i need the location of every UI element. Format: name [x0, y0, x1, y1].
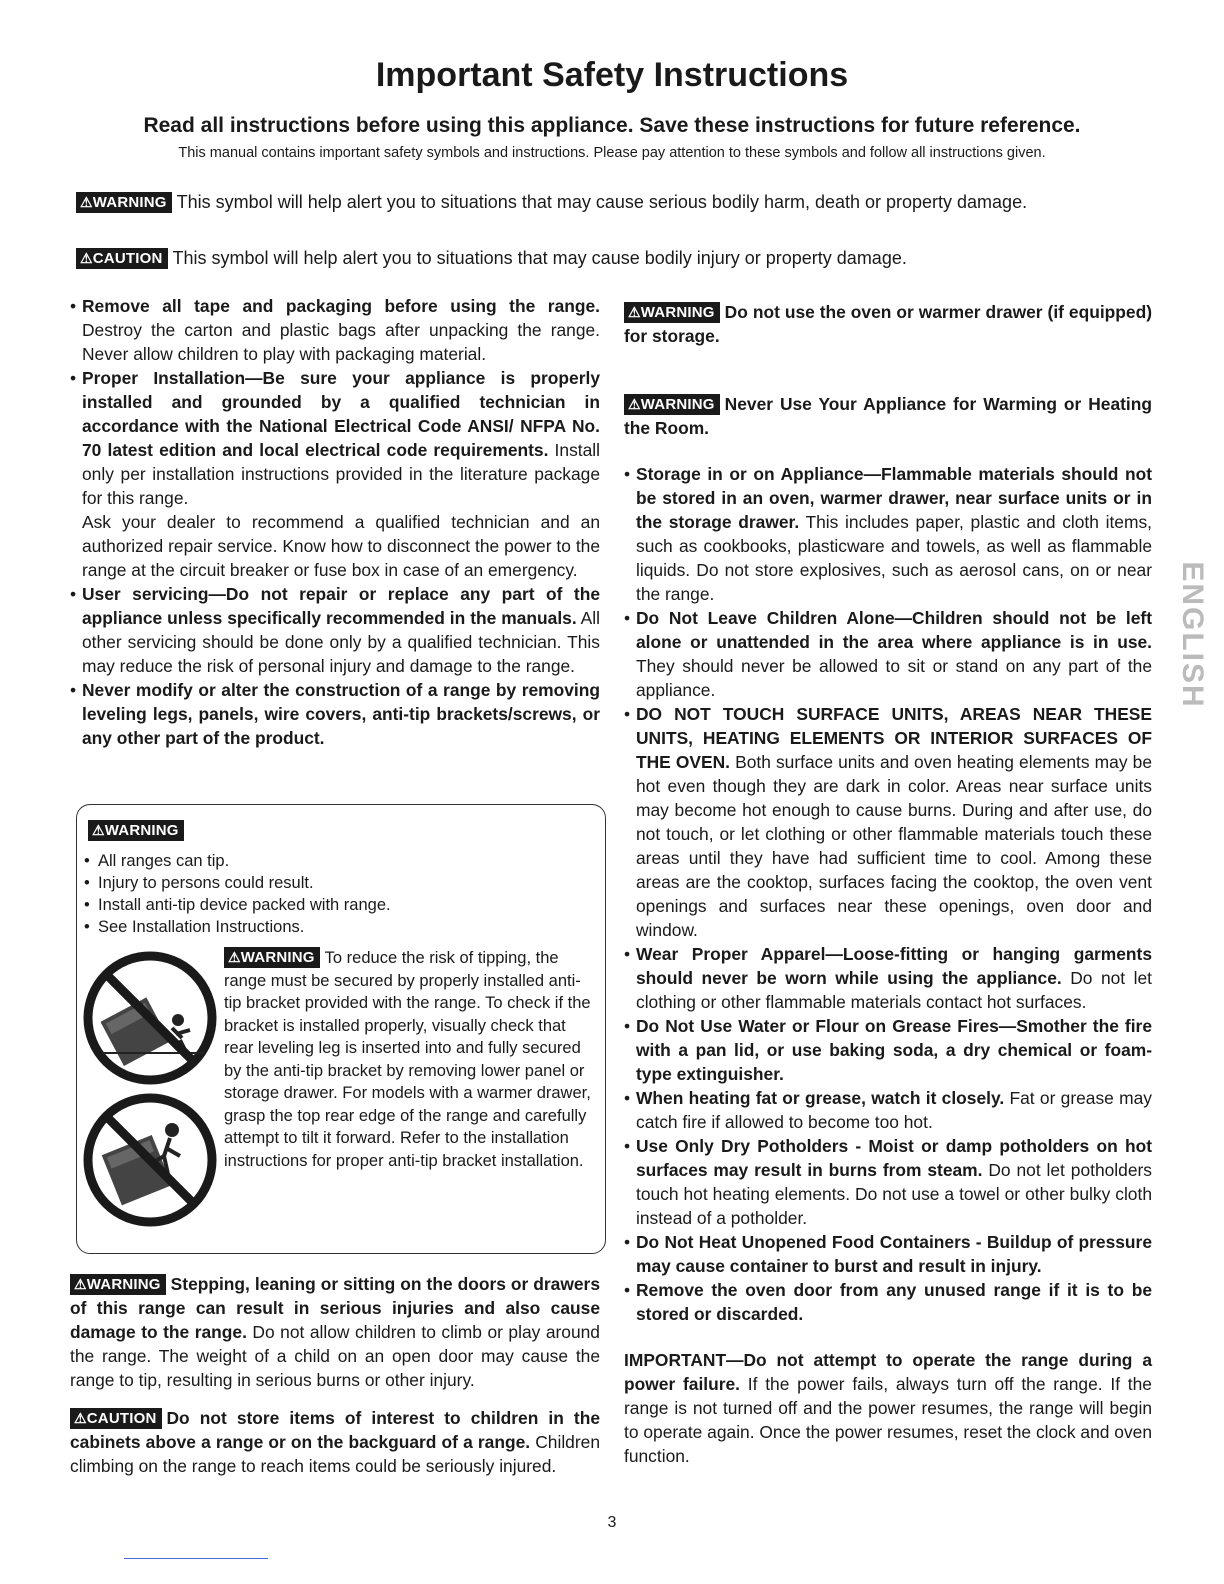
list-item: • Proper Installation—Be sure your appliance is properly installed and grounded by a qualified technician in accordance with the National Electrical Code ANSI/ NFPA No. 70 latest edition and local electrical code requirements. Install only per installation instructions provided in the literature package for this range. [70, 366, 600, 510]
page-subtitle: Read all instructions before using this appliance. Save these instructions for future reference. [143, 114, 1081, 137]
warning-badge: ⚠WARNING [624, 394, 720, 415]
list-item: • Never modify or alter the construction of a range by removing leveling legs, panels, wire covers, anti-tip brackets/screws, or any other part of the product. [70, 678, 600, 750]
warning-badge: ⚠WARNING [624, 302, 720, 323]
page-title: Important Safety Instructions [375, 56, 849, 94]
intro-text: This manual contains important safety symbols and instructions. Please pay attention to these symbols and follow all instructions given. [178, 145, 1046, 161]
warning-legend [76, 192, 1027, 213]
warning-badge: ⚠WARNING [70, 1274, 166, 1295]
list-item: • Injury to persons could result. [84, 872, 391, 894]
child-climbing-sign-icon [80, 1090, 220, 1230]
caution-badge: ⚠CAUTION [76, 248, 168, 269]
list-item: • When heating fat or grease, watch it closely. Fat or grease may catch fire if allowed to become too hot. [624, 1086, 1152, 1134]
box-list [84, 850, 391, 938]
list-item: • Use Only Dry Potholders - Moist or damp potholders on hot surfaces may result in burns from steam. Do not let potholders touch hot heating elements. Do not use a towel or other bulky cloth instead of a potholder. [624, 1134, 1152, 1230]
warning-badge: ⚠WARNING [76, 192, 172, 213]
list-item: • Remove the oven door from any unused range if it is to be stored or discarded. [624, 1278, 1152, 1326]
cabinet-caution: ⚠CAUTION Do not store items of interest to children in the cabinets above a range or on the backguard of a range. Children climbing on the range to reach items could be seriously injured. [70, 1408, 600, 1476]
caution-triangle-icon: ⚠ [74, 1410, 87, 1426]
footer-line [124, 1558, 268, 1559]
warning-triangle-icon: ⚠ [74, 1276, 87, 1292]
list-item: • See Installation Instructions. [84, 916, 391, 938]
warning-triangle-icon: ⚠ [628, 396, 641, 412]
caution-badge: ⚠CAUTION [70, 1408, 162, 1429]
list-item: • All ranges can tip. [84, 850, 391, 872]
list-item: • User servicing—Do not repair or replace any part of the appliance unless specifically recommended in the manuals. All other servicing should be done only by a qualified technician. This may reduce the risk of personal injury and damage to the range. [70, 582, 600, 678]
stepping-warning: ⚠WARNING Stepping, leaning or sitting on the doors or drawers of this range can result in serious injuries and also cause damage to the range. Do not allow children to climb or play around the range. The weight of a child on an open door may cause the range to tip, resulting in serious burns or other injury. [70, 1274, 600, 1390]
warning-triangle-icon: ⚠ [92, 822, 105, 838]
warning-triangle-icon: ⚠ [80, 194, 93, 210]
list-item: • Do Not Heat Unopened Food Containers - Buildup of pressure may cause container to burst and result in injury. [624, 1230, 1152, 1278]
list-item: • Remove all tape and packaging before using the range. Destroy the carton and plastic bags after unpacking the range. Never allow children to play with packaging material. [70, 294, 600, 366]
page-number: 3 [607, 1514, 617, 1531]
list-item: • DO NOT TOUCH SURFACE UNITS, AREAS NEAR THESE UNITS, HEATING ELEMENTS OR INTERIOR SURFACES OF THE OVEN. Both surface units and oven heating elements may be hot even though they are dark in color. Areas near surface units may become hot enough to cause burns. During and after use, do not touch, or let clothing or other flammable materials touch these areas until they have had sufficient time to cool. Among these areas are the cooktop, surfaces facing the cooktop, the oven vent openings and surfaces near these openings, oven door and window. [624, 702, 1152, 942]
language-side-tab: ENGLISH [1176, 561, 1209, 709]
power-failure-note: IMPORTANT—Do not attempt to operate the range during a power failure. If the power fails, always turn off the range. If the range is not turned off and the power resumes, the range will begin to operate again. Once the power resumes, reset the clock and oven function. [624, 1350, 1152, 1466]
list-item: • Install anti-tip device packed with range. [84, 894, 391, 916]
right-column [624, 300, 1152, 1468]
list-item: • Storage in or on Appliance—Flammable materials should not be stored in an oven, warmer drawer, near surface units or in the storage drawer. This includes paper, plastic and cloth items, such as cookbooks, plasticware and towels, as well as flammable liquids. Do not store explosives, such as aerosol cans, on or near the range. [624, 462, 1152, 606]
caution-legend-text: This symbol will help alert you to situations that may cause bodily injury or property damage. [172, 248, 907, 268]
warning-legend-text: This symbol will help alert you to situations that may cause serious bodily harm, death or property damage. [176, 192, 1028, 212]
range-tip-over-sign-icon [80, 948, 220, 1088]
list-item: • Wear Proper Apparel—Loose-fitting or hanging garments should never be worn while using the appliance. Do not let clothing or other flammable materials contact hot surfaces. [624, 942, 1152, 1014]
box-warning-badge: ⚠WARNING [88, 820, 189, 841]
list-item: • Do Not Use Water or Flour on Grease Fires—Smother the fire with a pan lid, or use baking soda, a dry chemical or foam-type extinguisher. [624, 1014, 1152, 1086]
warning-triangle-icon: ⚠ [228, 949, 241, 965]
anti-tip-text: To reduce the risk of tipping, the range must be secured by properly installed anti-tip bracket provided with the range. To check if the bracket is installed properly, visually check that rear leveling leg is inserted into and fully secured by the anti-tip bracket by removing lower panel or storage drawer. For models with a warmer drawer, grasp the top rear edge of the range and carefully attempt to tilt it forward. Refer to the installation instructions for proper anti-tip bracket installation. [224, 949, 591, 1170]
left-column [70, 294, 600, 750]
left-column-bottom [70, 1272, 600, 1478]
storage-warning: ⚠WARNING Do not use the oven or warmer drawer (if equipped) for storage. [624, 302, 1152, 346]
caution-legend [76, 248, 907, 269]
warning-badge: ⚠WARNING [224, 947, 320, 968]
caution-triangle-icon: ⚠ [80, 250, 93, 266]
list-item-continuation: Ask your dealer to recommend a qualified technician and an authorized repair service. Know how to disconnect the power to the range at the circuit breaker or fuse box in case of an emergency. [82, 512, 600, 580]
heating-warning: ⚠WARNING Never Use Your Appliance for Warming or Heating the Room. [624, 394, 1152, 438]
list-item: • Do Not Leave Children Alone—Children should not be left alone or unattended in the area where appliance is in use. They should never be allowed to sit or stand on any part of the appliance. [624, 606, 1152, 702]
warning-triangle-icon: ⚠ [628, 304, 641, 320]
anti-tip-instructions [224, 947, 594, 1172]
